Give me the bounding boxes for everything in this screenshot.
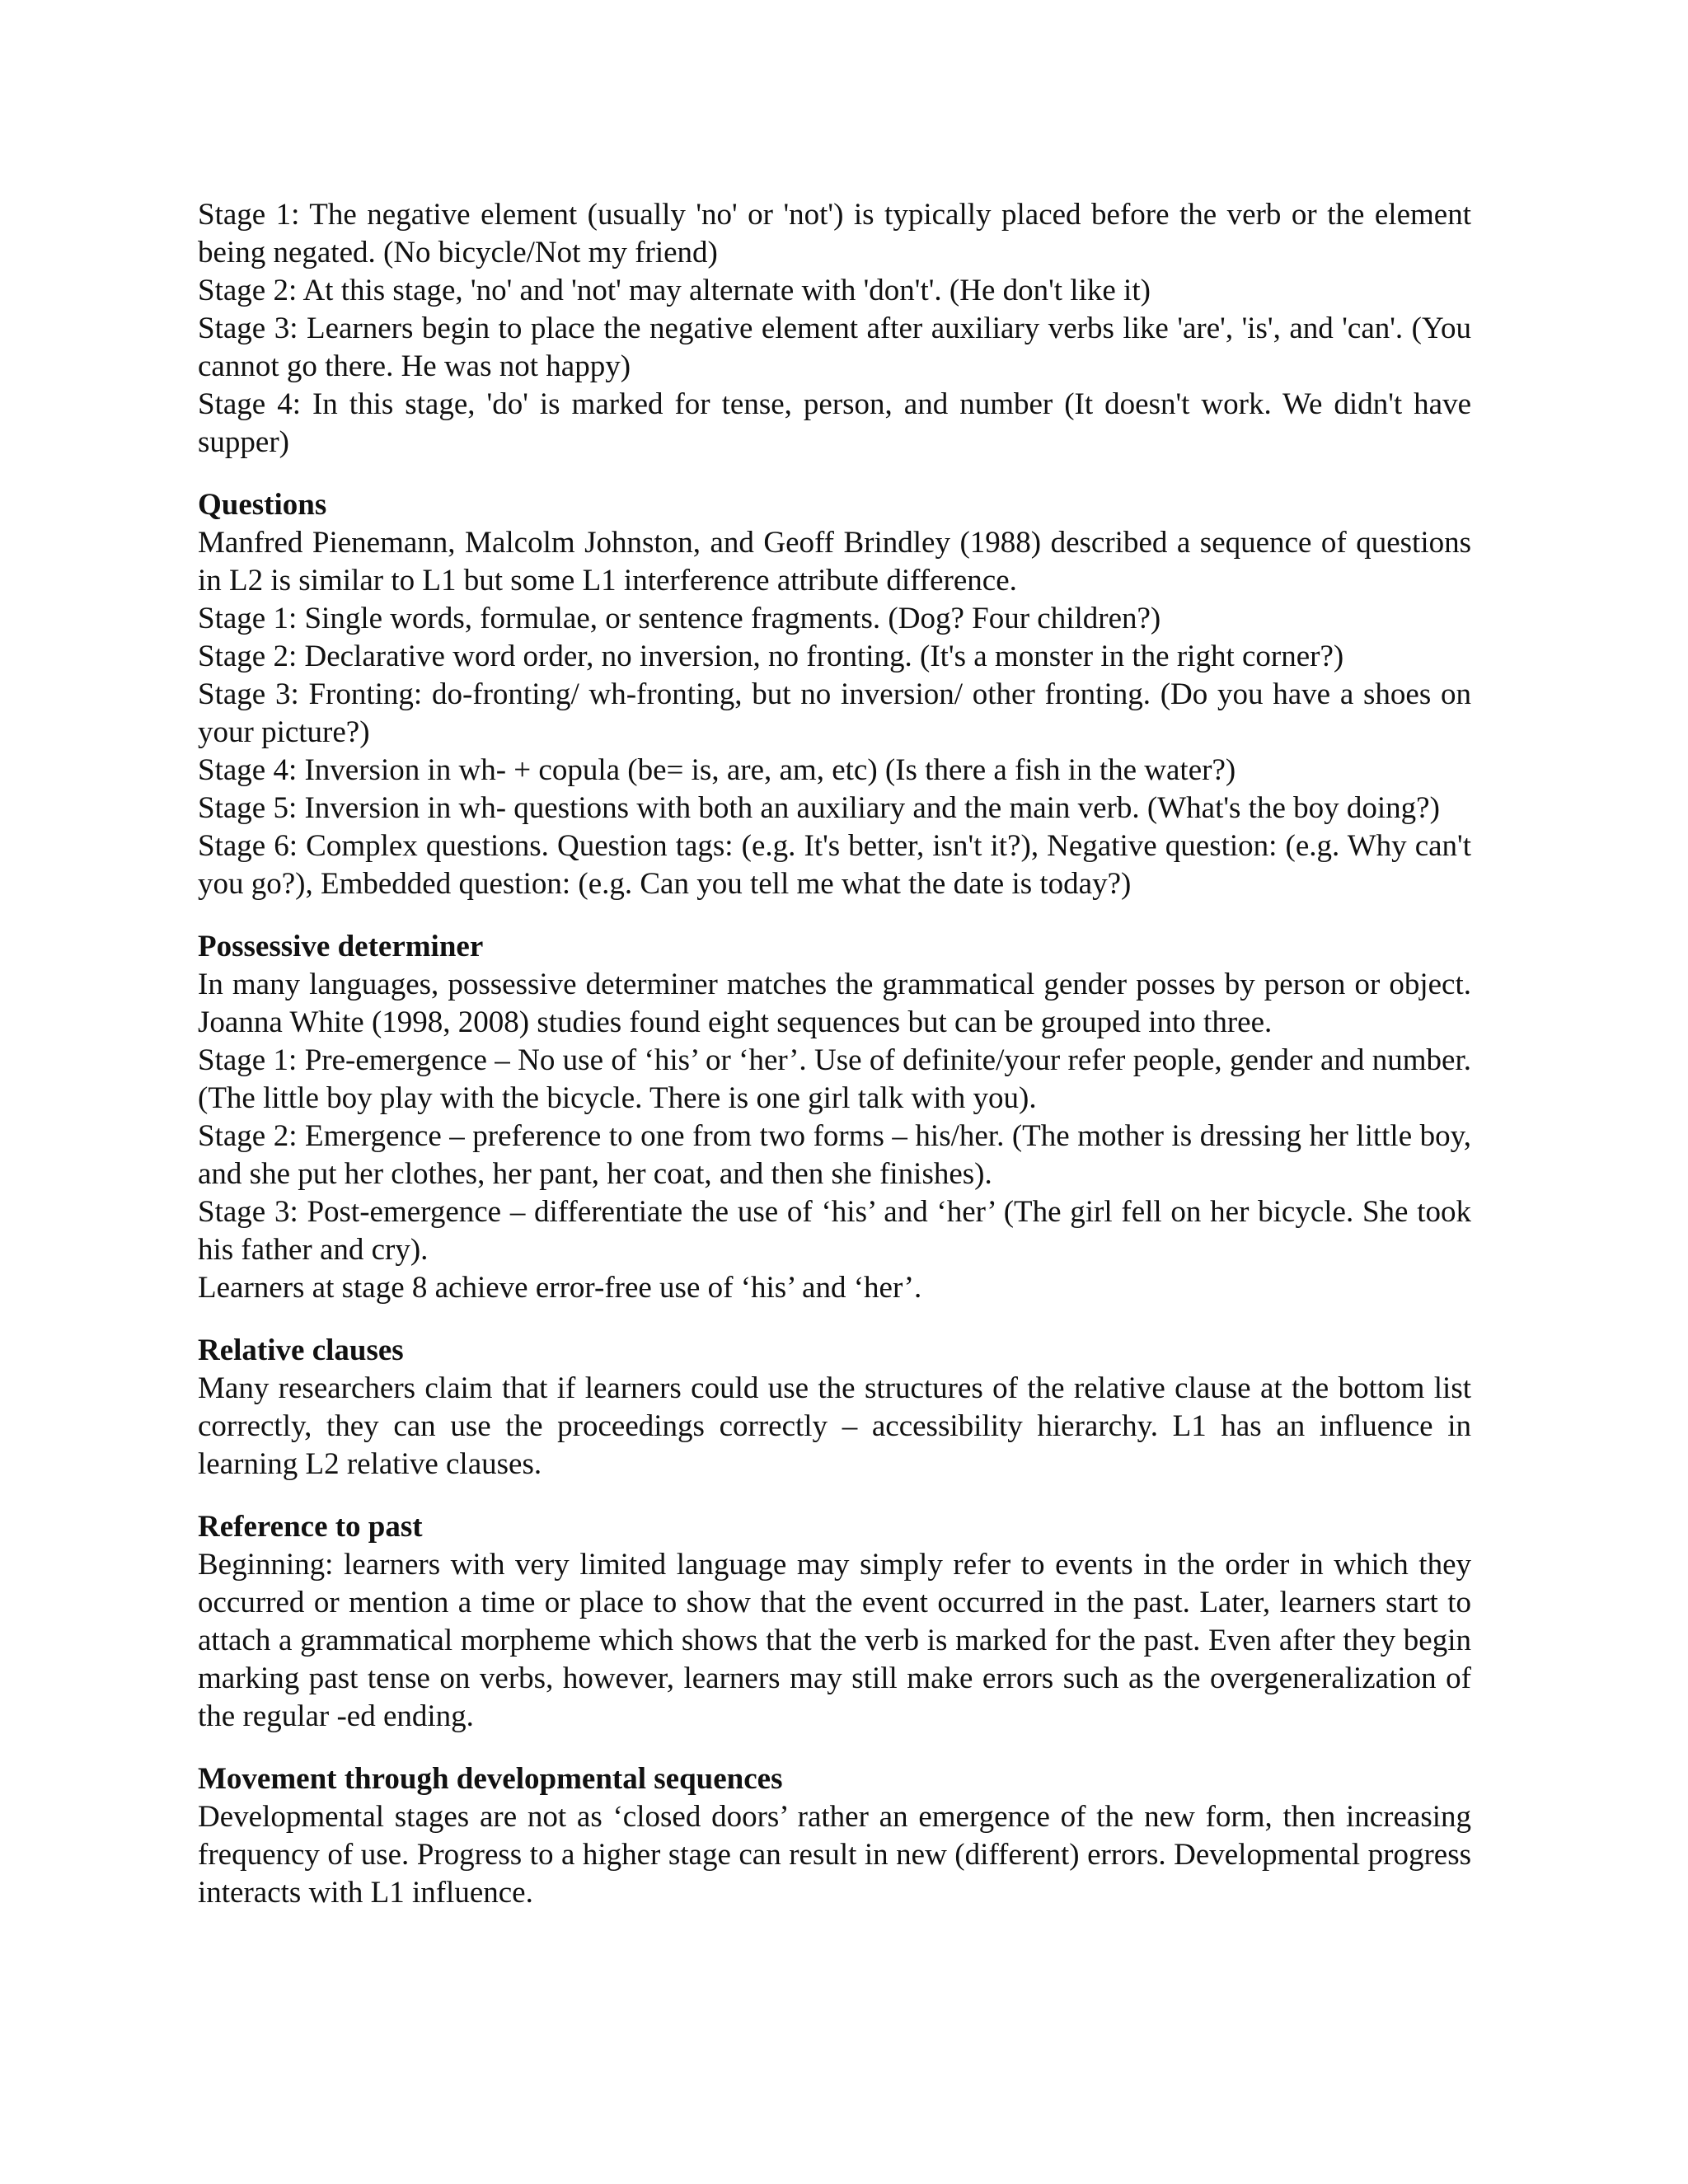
movement-section xyxy=(198,1760,1471,1912)
negation-stage-1: Stage 1: The negative element (usually 'no' or 'not') is typically placed before the verb or the element being negated. (No bicycle/Not my friend) xyxy=(198,198,1471,269)
questions-stage-5: Stage 5: Inversion in wh- questions with both an auxiliary and the main verb. (What's the boy doing?) xyxy=(198,791,1440,825)
questions-stage-4: Stage 4: Inversion in wh- + copula (be= is, are, am, etc) (Is there a fish in the water?) xyxy=(198,753,1236,787)
possessive-stage-3: Stage 3: Post-emergence – differentiate the use of ‘his’ and ‘her’ (The girl fell on her bicycle. She took his father and cry). xyxy=(198,1195,1471,1267)
possessive-stage-1: Stage 1: Pre-emergence – No use of ‘his’ or ‘her’. Use of definite/your refer people, gender and number. (The little boy play with the bicycle. There is one girl talk with you). xyxy=(198,1043,1471,1115)
relative-section xyxy=(198,1332,1471,1483)
document-page xyxy=(198,196,1471,1912)
questions-section xyxy=(198,486,1471,903)
relative-heading: Relative clauses xyxy=(198,1333,404,1367)
negation-stage-2: Stage 2: At this stage, 'no' and 'not' may alternate with 'don't'. (He don't like it) xyxy=(198,274,1151,307)
movement-heading: Movement through developmental sequences xyxy=(198,1762,783,1796)
possessive-heading: Possessive determiner xyxy=(198,930,484,963)
movement-body: Developmental stages are not as ‘closed doors’ rather an emergence of the new form, then increasing frequency of use. Progress to a higher stage can result in new (different) errors. Developmental progress interacts with L1 influence. xyxy=(198,1800,1471,1910)
questions-intro: Manfred Pienemann, Malcolm Johnston, and Geoff Brindley (1988) described a sequence of questions in L2 is similar to L1 but some L1 interference attribute difference. xyxy=(198,526,1471,598)
negation-stage-4: Stage 4: In this stage, 'do' is marked for tense, person, and number (It doesn't work. We didn't have supper) xyxy=(198,387,1471,459)
past-heading: Reference to past xyxy=(198,1510,423,1544)
questions-stage-2: Stage 2: Declarative word order, no inversion, no fronting. (It's a monster in the right corner?) xyxy=(198,640,1344,673)
relative-body: Many researchers claim that if learners could use the structures of the relative clause at the bottom list correctly, they can use the proceedings correctly – accessibility hierarchy. L1 has an influence in learning L2 relative clauses. xyxy=(198,1371,1471,1481)
possessive-section xyxy=(198,928,1471,1307)
questions-stage-3: Stage 3: Fronting: do-fronting/ wh-fronting, but no inversion/ other fronting. (Do you have a shoes on your picture?) xyxy=(198,677,1471,749)
negation-section xyxy=(198,196,1471,462)
possessive-stage-2: Stage 2: Emergence – preference to one from two forms – his/her. (The mother is dressing her little boy, and she put her clothes, her pant, her coat, and then she finishes). xyxy=(198,1119,1471,1191)
possessive-closing: Learners at stage 8 achieve error-free use of ‘his’ and ‘her’. xyxy=(198,1271,922,1305)
past-section xyxy=(198,1508,1471,1736)
possessive-intro: In many languages, possessive determiner matches the grammatical gender posses by person or object. Joanna White (1998, 2008) studies found eight sequences but can be grouped into three. xyxy=(198,968,1471,1039)
questions-stage-6: Stage 6: Complex questions. Question tags: (e.g. It's better, isn't it?), Negative question: (e.g. Why can't you go?), Embedded question: (e.g. Can you tell me what the date is today?) xyxy=(198,829,1471,901)
questions-heading: Questions xyxy=(198,488,327,522)
negation-stage-3: Stage 3: Learners begin to place the negative element after auxiliary verbs like 'are', 'is', and 'can'. (You cannot go there. He was not happy) xyxy=(198,312,1471,383)
questions-stage-1: Stage 1: Single words, formulae, or sentence fragments. (Dog? Four children?) xyxy=(198,602,1161,635)
past-body: Beginning: learners with very limited language may simply refer to events in the order in which they occurred or mention a time or place to show that the event occurred in the past. Later, learners start to attach a grammatical morpheme which shows that the verb is marked for the past. Even after they begin marking past tense on verbs, however, learners may still make errors such as the overgeneralization of the regular -ed ending. xyxy=(198,1548,1471,1733)
